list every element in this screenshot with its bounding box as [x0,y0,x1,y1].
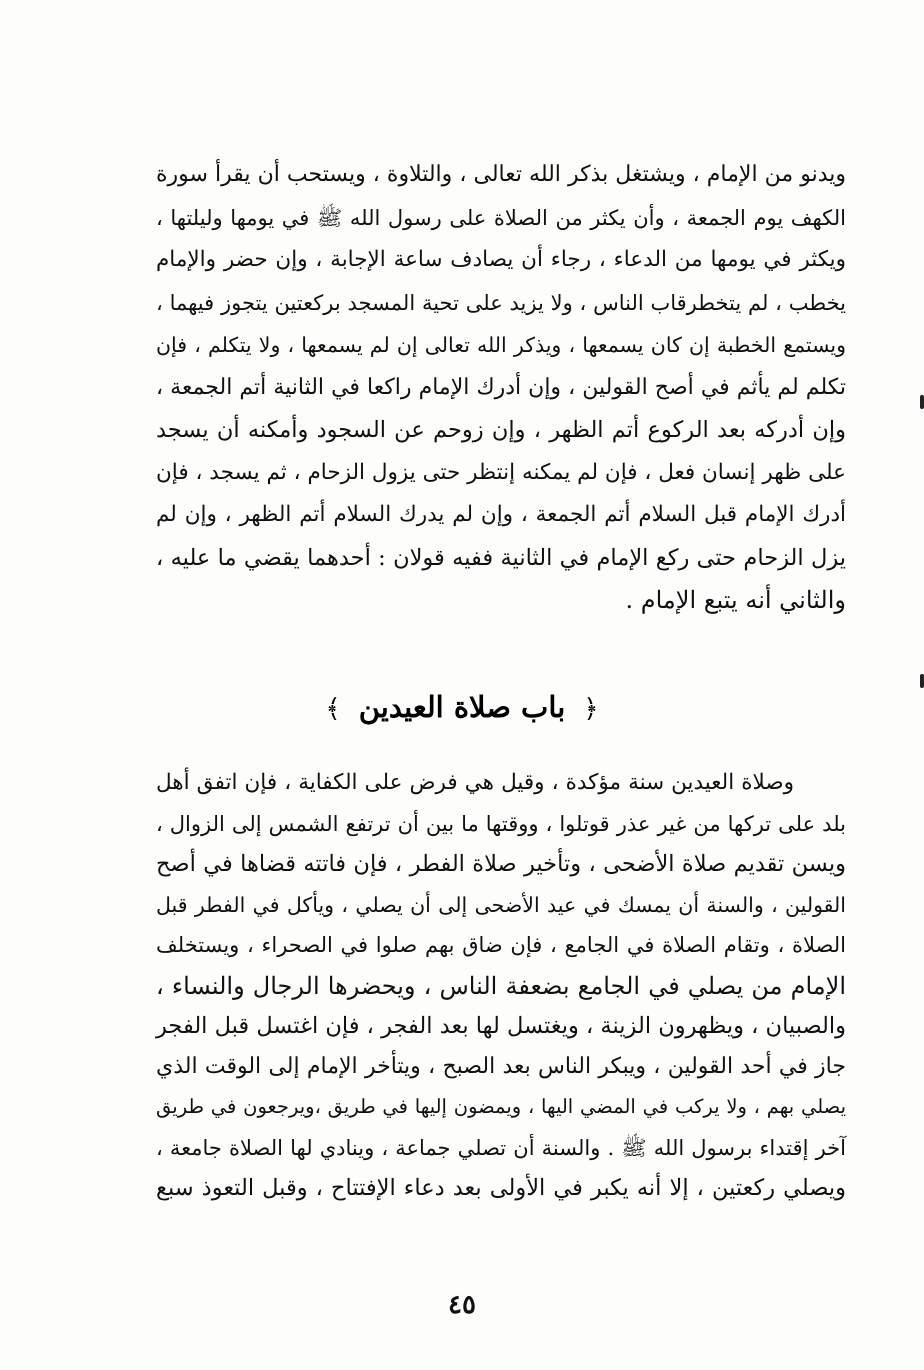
text-line: ويدنو من الإمام ، ويشتغل بذكر الله تعالى ، والتلاوة ، ويستحب أن يقرأ سورة [156,162,846,187]
text-line: جاز في أحد القولين ، ويبكر الناس بعد الصبح ، ويتأخر الإمام إلى الوقت الذي [156,1053,846,1079]
text-line: آخر إقتداء برسول الله ﷺ . والسنة أن تصلي جماعة ، وينادي لها الصلاة جامعة ، [156,1135,846,1160]
text-line: وصلاة العيدين سنة مؤكدة ، وقيل هي فرض على الكفاية ، فإن اتفق أهل [156,770,794,795]
page-number: ٤٥ [448,1290,476,1320]
text-line: والثاني أنه يتبع الإمام . [625,586,846,614]
text-line: ويصلي ركعتين ، إلا أنه يكبر في الأولى بعد دعاء الإفتتاح ، وقبل التعوذ سبع [156,1175,846,1201]
text-line: يخطب ، لم يتخطرقاب الناس ، ولا يزيد على تحية المسجد بركعتين يتجوز فيهما ، [156,290,846,315]
paragraph-eid-prayer [156,763,846,1209]
text-line: الصلاة ، وتقام الصلاة في الجامع ، فإن ضاق بهم صلوا في الصحراء ، ويستخلف [156,933,846,957]
section-heading [0,690,924,724]
ornament-open-icon: ﴿ [583,694,599,724]
edge-mark [920,395,924,409]
text-line: والصبيان ، ويظهرون الزينة ، ويغتسل لها بعد الفجر ، فإن اغتسل قبل الفجر [156,1013,846,1039]
text-line: يزل الزحام حتى ركع الإمام في الثانية ففيه قولان : أحدهما يقضي ما عليه ، [156,544,846,571]
text-line: الإمام من يصلي في الجامع بضعفة الناس ، ويحضرها الرجال والنساء ، [156,971,846,1000]
text-line: الكهف يوم الجمعة ، وأن يكثر من الصلاة على رسول الله ﷺ في يومها وليلتها ، [156,205,846,230]
text-line: ويسن تقديم صلاة الأضحى ، وتأخير صلاة الفطر ، فإن فاتته قضاها في أصح [156,851,846,877]
text-line: بلد على تركها من غير عذر قوتلوا ، ووقتها ما بين أن ترتفع الشمس إلى الزوال ، [156,811,846,836]
text-line: ويكثر في يومها من الدعاء ، رجاء أن يصادف ساعة الإجابة ، وإن حضر والإمام [156,247,846,272]
text-line: القولين ، والسنة أن يمسك في عيد الأضحى إلى أن يصلي ، ويأكل في الفطر قبل [156,892,846,917]
text-line: تكلم لم يأثم في أصح القولين ، وإن أدرك الإمام راكعا في الثانية أتم الجمعة ، [156,374,846,400]
paragraph-friday-prayer [156,154,846,622]
section-title: باب صلاة العيدين [358,690,566,724]
text-line: ويستمع الخطبة إن كان يسمعها ، ويذكر الله تعالى إن لم يسمعها ، ولا يتكلم ، فإن [156,333,846,357]
text-line: أدرك الإمام قبل السلام أتم الجمعة ، وإن لم يدرك السلام أتم الظهر ، وإن لم [156,502,846,527]
edge-mark [920,674,924,688]
ornament-close-icon: ﴾ [325,694,341,724]
text-line: وإن أدركه بعد الركوع أتم الظهر ، وإن زوحم عن السجود وأمكنه أن يسجد [156,417,846,443]
text-line: يصلي بهم ، ولا يركب في المضي اليها ، ويمضون إليها في طريق ،ويرجعون في طريق [156,1095,846,1118]
text-line: على ظهر إنسان فعل ، فإن لم يمكنه إنتظر حتى يزول الزحام ، ثم يسجد ، فإن [156,459,846,485]
